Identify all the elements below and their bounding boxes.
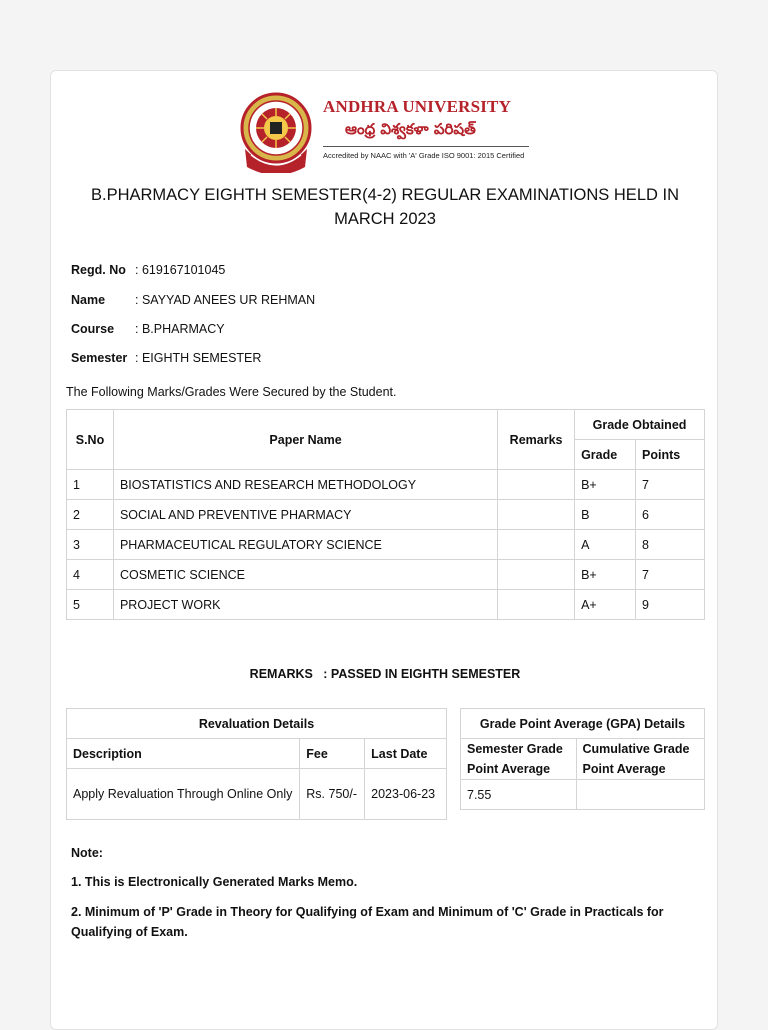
revaluation-table [66, 708, 447, 820]
header-sgpa: Semester Grade Point Average [461, 739, 577, 780]
header-description: Description [67, 739, 300, 769]
row-paper: BIOSTATISTICS AND RESEARCH METHODOLOGY [113, 470, 497, 500]
header-cgpa: Cumulative Grade Point Average [576, 739, 705, 780]
cgpa-value [576, 780, 705, 810]
table-row [67, 560, 705, 590]
name-row [71, 293, 315, 307]
row-remarks [498, 560, 575, 590]
row-paper: SOCIAL AND PREVENTIVE PHARMACY [113, 500, 497, 530]
semester-row [71, 351, 261, 365]
table-row [67, 500, 705, 530]
row-sno: 2 [67, 500, 114, 530]
note-line-2: 2. Minimum of 'P' Grade in Theory for Qualifying of Exam and Minimum of 'C' Grade in Practicals for Qualifying of Exam. [71, 905, 664, 939]
course-label: Course [71, 322, 115, 336]
row-remarks [498, 530, 575, 560]
row-sno: 4 [67, 560, 114, 590]
header-grade-obtained: Grade Obtained [575, 410, 705, 440]
regd-row [71, 263, 225, 277]
header-paper-name: Paper Name [113, 410, 497, 470]
row-paper: COSMETIC SCIENCE [113, 560, 497, 590]
university-logo-header [237, 91, 537, 173]
row-remarks [498, 470, 575, 500]
row-grade: A [575, 530, 636, 560]
secured-text: The Following Marks/Grades Were Secured by the Student. [66, 385, 397, 399]
revaluation-title: Revaluation Details [67, 709, 447, 739]
header-last-date: Last Date [365, 739, 447, 769]
name-label: Name [71, 293, 106, 307]
row-sno: 5 [67, 590, 114, 620]
row-points: 6 [636, 500, 705, 530]
university-name: ANDHRA UNIVERSITY [323, 97, 512, 116]
revaluation-description: Apply Revaluation Through Online Only [67, 769, 300, 820]
row-sno: 3 [67, 530, 114, 560]
row-points: 7 [636, 560, 705, 590]
name-value: : SAYYAD ANEES UR REHMAN [135, 293, 316, 307]
row-grade: B+ [575, 560, 636, 590]
table-row [67, 470, 705, 500]
gpa-table [460, 708, 705, 810]
row-remarks [498, 500, 575, 530]
marks-memo-card [50, 70, 718, 1030]
row-remarks [498, 590, 575, 620]
header-grade: Grade [575, 440, 636, 470]
course-row [71, 322, 225, 336]
note-line-1: 1. This is Electronically Generated Marks Memo. [71, 875, 358, 889]
accreditation-text: Accredited by NAAC with 'A' Grade ISO 9001: 2015 Certified [323, 151, 525, 160]
note-heading: Note: [71, 846, 103, 860]
header-points: Points [636, 440, 705, 470]
regd-value: : 619167101045 [135, 263, 226, 277]
logo-divider [323, 146, 529, 147]
row-paper: PROJECT WORK [113, 590, 497, 620]
regd-label: Regd. No [71, 263, 126, 277]
exam-title: B.PHARMACY EIGHTH SEMESTER(4-2) REGULAR EXAMINATIONS HELD IN MARCH 2023 [91, 186, 679, 228]
row-grade: B [575, 500, 636, 530]
university-telugu-name: ఆంధ్ర విశ్వకళా పరిషత్ [345, 120, 476, 138]
header-remarks: Remarks [498, 410, 575, 470]
revaluation-last-date: 2023-06-23 [365, 769, 447, 820]
row-points: 7 [636, 470, 705, 500]
gpa-title: Grade Point Average (GPA) Details [461, 709, 705, 739]
table-row [67, 590, 705, 620]
row-grade: B+ [575, 470, 636, 500]
row-paper: PHARMACEUTICAL REGULATORY SCIENCE [113, 530, 497, 560]
semester-value: : EIGHTH SEMESTER [135, 351, 262, 365]
table-row [67, 530, 705, 560]
remarks-result: REMARKS : PASSED IN EIGHTH SEMESTER [249, 667, 521, 681]
row-grade: A+ [575, 590, 636, 620]
semester-label: Semester [71, 351, 128, 365]
header-fee: Fee [300, 739, 365, 769]
table-row [461, 780, 705, 810]
row-points: 9 [636, 590, 705, 620]
row-sno: 1 [67, 470, 114, 500]
marks-table [66, 409, 705, 620]
course-value: : B.PHARMACY [135, 322, 225, 336]
sgpa-value: 7.55 [461, 780, 577, 810]
table-row [67, 769, 447, 820]
header-sno: S.No [67, 410, 114, 470]
row-points: 8 [636, 530, 705, 560]
revaluation-fee: Rs. 750/- [300, 769, 365, 820]
university-seal-icon [237, 91, 315, 173]
